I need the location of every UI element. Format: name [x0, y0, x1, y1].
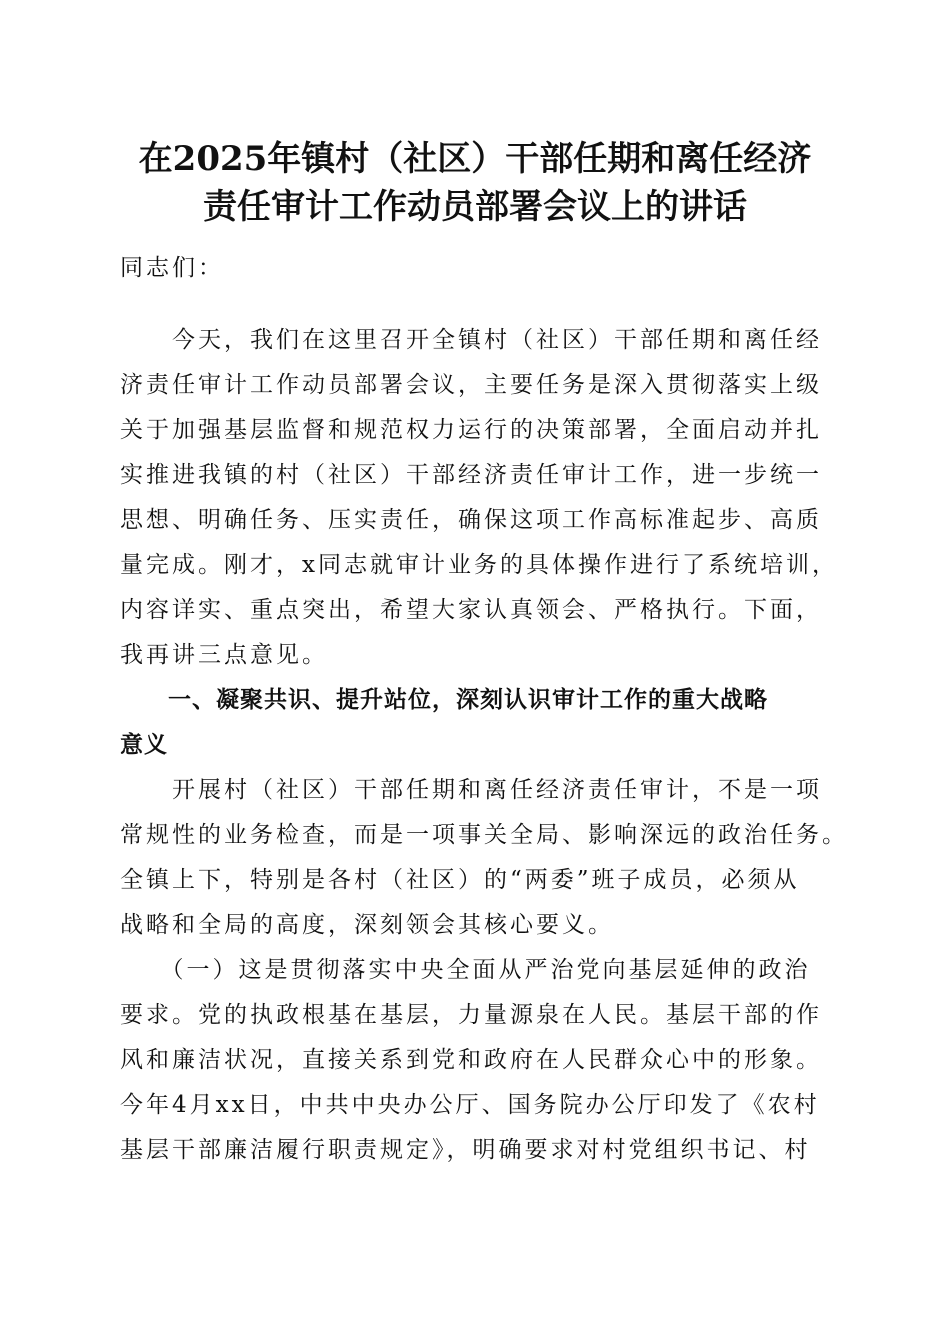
document-title-line-2: 责任审计工作动员部署会议上的讲话	[203, 187, 747, 227]
paragraph-line: 关于加强基层监督和规范权力运行的决策部署，全面启动并扎	[120, 417, 822, 443]
paragraph-line: 风和廉洁状况，直接关系到党和政府在人民群众心中的形象。	[120, 1047, 822, 1073]
paragraph-line: 战略和全局的高度，深刻领会其核心要义。	[120, 912, 614, 938]
paragraph-line: 开展村（社区）干部任期和离任经济责任审计，不是一项	[120, 777, 822, 803]
paragraph-line: 实推进我镇的村（社区）干部经济责任审计工作，进一步统一	[120, 462, 822, 488]
paragraph-line: 全镇上下，特别是各村（社区）的“两委”班子成员，必须从	[120, 867, 800, 893]
paragraph-line: 思想、明确任务、压实责任，确保这项工作高标准起步、高质	[120, 507, 822, 533]
paragraph-line: 内容详实、重点突出，希望大家认真领会、严格执行。下面，	[120, 597, 822, 623]
document-title-line-1: 在2025年镇村（社区）干部任期和离任经济	[138, 139, 812, 179]
paragraph-line: 要求。党的执政根基在基层，力量源泉在人民。基层干部的作	[120, 1002, 822, 1028]
paragraph-line: 基层干部廉洁履行职责规定》，明确要求对村党组织书记、村	[120, 1137, 811, 1163]
section-heading-line: 意义	[120, 732, 168, 758]
paragraph-line: （一）这是贯彻落实中央全面从严治党向基层延伸的政治	[120, 957, 811, 983]
paragraph-line: 济责任审计工作动员部署会议，主要任务是深入贯彻落实上级	[120, 372, 822, 398]
paragraph-line: 我再讲三点意见。	[120, 642, 328, 668]
salutation: 同志们：	[120, 255, 224, 281]
paragraph-line: 今年4月xx日，中共中央办公厅、国务院办公厅印发了《农村	[120, 1092, 820, 1118]
section-heading-line: 一、凝聚共识、提升站位，深刻认识审计工作的重大战略	[120, 687, 768, 713]
paragraph-line: 量完成。刚才，x同志就审计业务的具体操作进行了系统培训，	[120, 552, 838, 578]
paragraph-line: 常规性的业务检查，而是一项事关全局、影响深远的政治任务。	[120, 822, 848, 848]
paragraph-line: 今天，我们在这里召开全镇村（社区）干部任期和离任经	[120, 327, 822, 353]
